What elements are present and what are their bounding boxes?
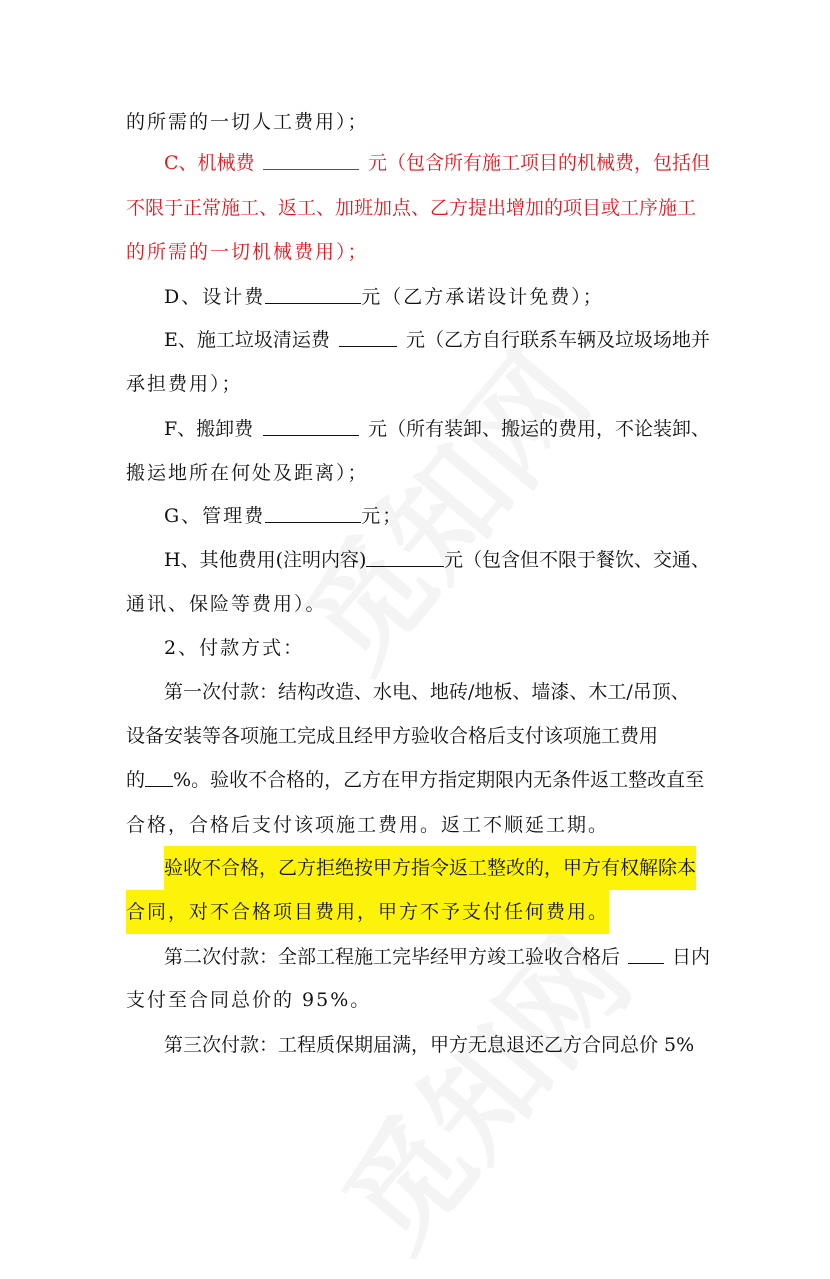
text-line: G、管理费 元； xyxy=(164,494,710,538)
text-line: 第三次付款：工程质保期届满，甲方无息退还乙方合同总价 5% xyxy=(164,1034,695,1056)
section-heading: 2、付款方式： xyxy=(164,637,305,659)
fill-blank[interactable] xyxy=(263,407,359,436)
text-line: 通讯、保险等费用）。 xyxy=(126,593,327,615)
text-line: 支付至合同总价的 95%。 xyxy=(126,989,372,1011)
fill-blank[interactable] xyxy=(366,538,444,567)
text-line: 不限于正常施工、返工、加班加点、乙方提出增加的项目或工序施工 xyxy=(126,197,697,219)
highlighted-line: 验收不合格，乙方拒绝按甲方指令返工整改的，甲方有权解除本 xyxy=(164,846,710,890)
text-line: 第一次付款：结构改造、水电、地砖/地板、墙漆、木工/吊顶、 xyxy=(164,681,690,703)
fill-blank[interactable] xyxy=(265,494,361,523)
fill-blank[interactable] xyxy=(339,318,397,347)
text-line: 设备安装等各项施工完成且经甲方验收合格后支付该项施工费用 xyxy=(126,725,659,747)
text-line: 第二次付款：全部工程施工完毕经甲方竣工验收合格后 日内 xyxy=(164,935,710,979)
text-line: 搬运地所在何处及距离）； xyxy=(126,462,369,484)
text-line: 承担费用）； xyxy=(126,373,243,395)
fill-blank[interactable] xyxy=(145,758,173,787)
text-line: F、搬卸费 元（所有装卸、搬运的费用，不论装卸、 xyxy=(164,407,710,451)
text-line: 的所需的一切机械费用）； xyxy=(126,241,369,263)
text-line: H、其他费用(注明内容) 元（包含但不限于餐饮、交通、 xyxy=(164,538,710,582)
text-line: D、设计费 元（乙方承诺设计免费）； xyxy=(164,275,710,319)
text-line: E、施工垃圾清运费 元（乙方自行联系车辆及垃圾场地并 xyxy=(164,318,710,362)
text-line: 合格，合格后支付该项施工费用。返工不顺延工期。 xyxy=(126,814,610,836)
fill-blank[interactable] xyxy=(265,275,361,304)
text-line: C、机械费 元（包含所有施工项目的机械费，包括但 xyxy=(164,141,710,185)
fill-blank[interactable] xyxy=(263,141,359,170)
text-line: 的所需的一切人工费用）； xyxy=(126,111,369,133)
text-line: 的 %。验收不合格的，乙方在甲方指定期限内无条件返工整改直至 xyxy=(126,758,710,802)
highlighted-line: 合同，对不合格项目费用，甲方不予支付任何费用。 xyxy=(126,890,710,934)
fill-blank[interactable] xyxy=(628,935,664,964)
